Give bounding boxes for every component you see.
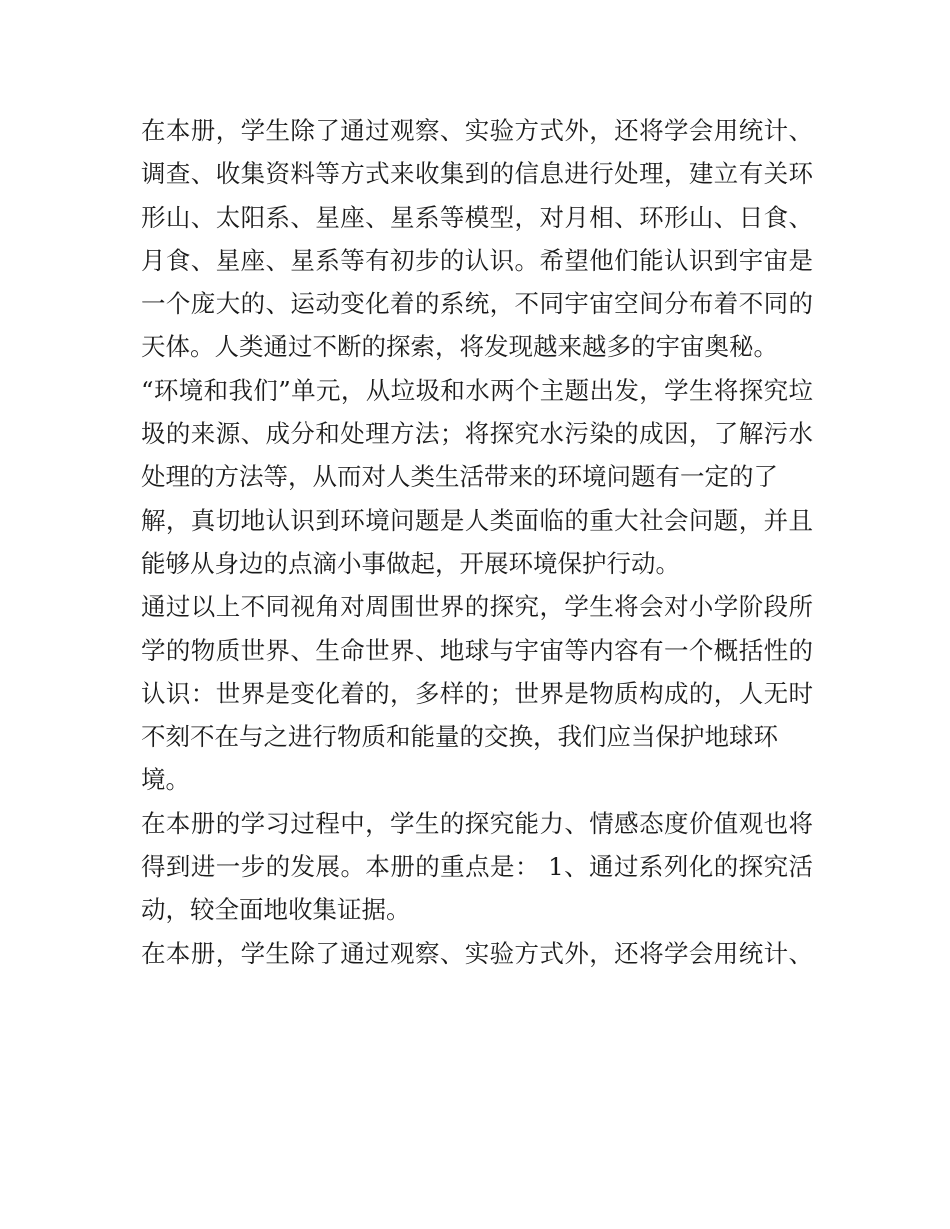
text-line: 一个庞大的、运动变化着的系统，不同宇宙空间分布着不同的 [141,289,813,319]
text-line: 学的物质世界、生命世界、地球与宇宙等内容有一个概括性的 [141,635,813,665]
text-line: 形山、太阳系、星座、星系等模型，对月相、环形山、日食、 [141,202,813,232]
text-line: 月食、星座、星系等有初步的认识。希望他们能认识到宇宙是 [141,245,813,275]
paragraph [141,109,813,369]
text-line: 解，真切地认识到环境问题是人类面临的重大社会问题，并且 [141,505,813,535]
text-line: 天体。人类通过不断的探索，将发现越来越多的宇宙奥秘。 [141,332,778,362]
paragraph [141,585,813,801]
text-line: 处理的方法等，从而对人类生活带来的环境问题有一定的了 [141,462,778,492]
text-line: 在本册的学习过程中，学生的探究能力、情感态度价值观也将 [141,808,813,838]
text-line: 认识：世界是变化着的，多样的；世界是物质构成的，人无时 [141,678,813,708]
text-line: 能够从身边的点滴小事做起，开展环境保护行动。 [141,548,680,578]
text-line: 得到进一步的发展。本册的重点是： 1、通过系列化的探究活 [141,852,813,882]
text-line: 在本册，学生除了通过观察、实验方式外，还将学会用统计、 [141,116,813,145]
paragraph [141,369,813,585]
text-line: 圾的来源、成分和处理方法；将探究水污染的成因，了解污水 [141,419,813,449]
text-line: 境。 [141,765,190,795]
text-line: 不刻不在与之进行物质和能量的交换，我们应当保护地球环 [141,722,778,752]
document-body [141,109,813,975]
text-line: “环境和我们”单元，从垃圾和水两个主题出发，学生将探究垃 [141,375,813,405]
text-line: 动，较全面地收集证据。 [141,895,411,925]
text-line: 在本册，学生除了通过观察、实验方式外，还将学会用统计、 [141,938,813,968]
text-line: 通过以上不同视角对周围世界的探究，学生将会对小学阶段所 [141,592,813,622]
paragraph [141,932,813,975]
text-line: 调查、收集资料等方式来收集到的信息进行处理，建立有关环 [141,159,813,189]
paragraph [141,802,813,932]
